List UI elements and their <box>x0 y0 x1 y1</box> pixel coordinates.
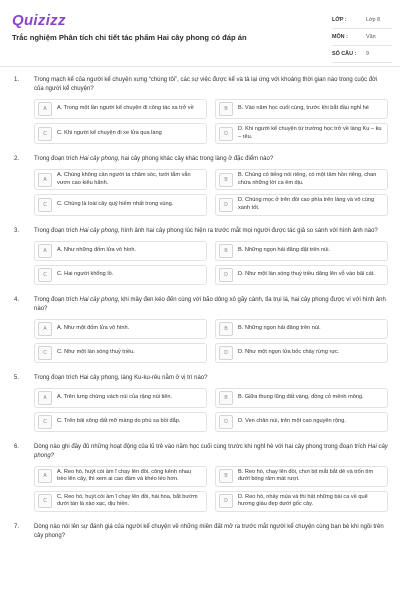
answer-option-a[interactable] <box>34 319 207 339</box>
answer-option-b[interactable] <box>215 466 388 487</box>
option-text: B. Chúng có tiếng nói riêng, có một tâm hồn riêng, chan chứa những lời ca êm dịu. <box>238 172 377 186</box>
question-item <box>0 76 400 144</box>
option-letter-badge: A <box>38 469 52 483</box>
answer-option-d[interactable] <box>215 343 388 363</box>
option-text: A. Trong một lần người kể chuyện đi công tác xa trở về <box>57 105 194 112</box>
question-item <box>0 296 400 363</box>
option-text: D. Như một ngọn lửa bốc cháy rừng rực. <box>238 348 340 355</box>
answer-option-d[interactable] <box>215 412 388 432</box>
question-number: 1. <box>14 77 20 83</box>
option-text: D. Reo hò, nhảy múa và thi hát những bài ca về quê hương giàu đẹp dưới gốc cây. <box>238 493 368 508</box>
answer-option-d[interactable] <box>215 265 388 285</box>
option-letter-badge: D <box>219 415 233 429</box>
option-text: D. Ven chân núi, trên một cao nguyên rộng. <box>238 417 346 424</box>
answer-option-a[interactable] <box>34 169 207 190</box>
meta-key: LỚP : <box>332 17 347 23</box>
option-text: A. Như một đốm lửa vô hình. <box>57 324 130 331</box>
worksheet-title: Trắc nghiệm Phân tích chi tiết tác phẩm Hai cây phong có đáp án <box>12 33 247 42</box>
answer-option-b[interactable] <box>215 241 388 261</box>
answer-options <box>34 241 388 285</box>
option-letter-badge: A <box>38 173 52 187</box>
option-letter-badge: B <box>219 244 233 258</box>
quizizz-logo[interactable]: Quizizz <box>12 12 66 29</box>
question-text: Trong mạch kể của người kể chuyện xưng “chúng tôi”, các sự việc được kể và tả lại ứng với khoảng thời gian nào trong cuộc đời của người kể chuyện? <box>34 77 378 92</box>
option-text: C. Khi người kể chuyện đi xe lửa qua làng <box>57 129 162 136</box>
option-letter-badge: D <box>219 198 233 212</box>
answer-options <box>34 388 388 432</box>
answer-option-b[interactable] <box>215 169 388 190</box>
option-text: A. Chúng không cần người ta chăm sóc, tưới tắm vẫn vươn cao kiêu hãnh. <box>57 172 191 186</box>
option-text: C. Reo hò, huýt còi ầm ĩ chạy lên đồi, hái hoa, bắt bướm dưới tán lá xào xạc, dịu hiền. <box>57 493 198 508</box>
option-text: B. Những ngọn hải đăng trên núi. <box>238 324 321 331</box>
question-text: Trong đoạn trích Hai cây phong, làng Ku-ku-rêu nằm ở vị trí nào? <box>34 374 208 381</box>
answer-option-b[interactable] <box>215 99 388 119</box>
option-text: A. Trên lưng chừng vách núi của rặng núi tiên. <box>57 393 173 400</box>
question-number: 4. <box>14 296 20 303</box>
answer-option-c[interactable] <box>34 343 207 363</box>
option-letter-badge: C <box>38 415 52 429</box>
option-letter-badge: C <box>38 198 52 212</box>
option-text: B. Những ngọn hải đăng đặt trên núi. <box>238 246 331 253</box>
answer-options <box>34 466 388 512</box>
answer-option-c[interactable] <box>34 194 207 215</box>
meta-value: Văn <box>366 34 376 40</box>
option-text: C. Chúng là loài cây quý hiếm nhất trong vùng. <box>57 201 174 208</box>
answer-option-b[interactable] <box>215 388 388 408</box>
question-number: 7. <box>14 523 20 530</box>
meta-row-question-count <box>332 46 392 63</box>
option-text: C. Trên bãi sông đất mỡ màng do phù sa bồi đắp. <box>57 417 181 424</box>
question-item <box>0 523 400 541</box>
answer-option-a[interactable] <box>34 388 207 408</box>
option-text: C. Như một làn sóng thuỷ triều. <box>57 348 135 355</box>
question-number: 6. <box>14 443 20 450</box>
option-text: B. Vào năm học cuối cùng, trước khi bắt đầu nghỉ hè <box>238 105 369 112</box>
option-text: D. Chúng mọc ở trên đồi cao phía trên làng và vô cùng xanh tốt. <box>238 197 375 211</box>
option-letter-badge: A <box>38 102 52 116</box>
answer-option-c[interactable] <box>34 412 207 432</box>
option-text: A. Reo hò, huýt còi ầm ĩ chạy lên đồi, công kênh nhau trèo lên cây, thi xem ai cao đầm và khéo léo hơn. <box>57 468 192 483</box>
question-item <box>0 227 400 285</box>
answer-option-c[interactable] <box>34 265 207 285</box>
option-letter-badge: B <box>219 391 233 405</box>
option-letter-badge: C <box>38 127 52 141</box>
question-text: Dòng nào ghi đầy đủ những hoạt động của lũ trẻ vào năm học cuối cùng trước khi nghỉ hè với hai cây phong trong đoạn trích Hai cây phong? <box>34 443 388 459</box>
question-number: 3. <box>14 227 20 234</box>
question-text: Trong đoạn trích Hai cây phong, hai cây phong khác cây khác trong làng ở đặc điểm nào? <box>34 156 274 163</box>
answer-option-a[interactable] <box>34 99 207 119</box>
option-text: A. Như những đốm lửa vô hình. <box>57 246 137 253</box>
option-letter-badge: B <box>219 469 233 483</box>
option-letter-badge: B <box>219 102 233 116</box>
option-text: D. Khi người kể chuyện từ trường học trở về làng Ku – ku – rêu. <box>238 126 382 140</box>
option-letter-badge: D <box>219 268 233 282</box>
option-text: D. Như một làn sóng thuỷ triều dâng lên vỗ vào bãi cát. <box>238 270 375 277</box>
answer-option-c[interactable] <box>34 491 207 512</box>
option-letter-badge: B <box>219 173 233 187</box>
answer-option-a[interactable] <box>34 241 207 261</box>
meta-row-class <box>332 12 392 29</box>
meta-value: 9 <box>366 51 369 57</box>
option-letter-badge: D <box>219 127 233 141</box>
option-text: C. Hai người khổng lồ. <box>57 270 114 277</box>
question-text: Trong đoạn trích Hai cây phong, hình ảnh hai cây phong lúc hiện ra trước mắt mọi người được tác giả so sánh với hình ảnh nào? <box>34 227 378 234</box>
answer-options <box>34 169 388 215</box>
answer-option-a[interactable] <box>34 466 207 487</box>
meta-value: Lớp 8 <box>366 17 381 23</box>
question-text: Trong đoạn trích Hai cây phong, khi mây đen kéo đến cùng với bão dông xô gãy cành, tỉa trụi lá, hai cây phong được ví với hình ảnh nào? <box>34 296 386 312</box>
option-letter-badge: B <box>219 322 233 336</box>
option-text: B. Giữa thung lũng đất vàng, đồng cỏ mênh mông. <box>238 393 364 400</box>
answer-option-b[interactable] <box>215 319 388 339</box>
worksheet-header <box>0 0 400 67</box>
question-number: 2. <box>14 156 20 163</box>
option-letter-badge: A <box>38 391 52 405</box>
meta-key: SỐ CÂU : <box>332 51 357 57</box>
question-number: 5. <box>14 374 20 381</box>
meta-key: MÔN : <box>332 34 348 40</box>
question-list <box>0 76 400 552</box>
question-item <box>0 443 400 512</box>
answer-option-d[interactable] <box>215 491 388 512</box>
worksheet-meta <box>332 12 392 63</box>
answer-option-d[interactable] <box>215 123 388 144</box>
option-letter-badge: A <box>38 322 52 336</box>
question-item <box>0 155 400 215</box>
option-letter-badge: A <box>38 244 52 258</box>
question-text: Dòng nào nói lên sự đánh giá của người kể chuyện về những miền đất mở ra trước mắt người kể chuyện cùng bạn bè khi ngồi trên cây phong? <box>34 523 384 539</box>
option-letter-badge: D <box>219 346 233 360</box>
question-item <box>0 374 400 432</box>
answer-options <box>34 99 388 144</box>
answer-option-d[interactable] <box>215 194 388 215</box>
option-text: B. Reo hò, chạy lên đồi, chơi bịt mắt bắt dê và trốn tìm dưới bóng râm mát rượi. <box>238 468 374 483</box>
answer-option-c[interactable] <box>34 123 207 144</box>
meta-row-subject <box>332 29 392 46</box>
option-letter-badge: C <box>38 268 52 282</box>
answer-options <box>34 319 388 363</box>
option-letter-badge: C <box>38 494 52 508</box>
option-letter-badge: D <box>219 494 233 508</box>
option-letter-badge: C <box>38 346 52 360</box>
